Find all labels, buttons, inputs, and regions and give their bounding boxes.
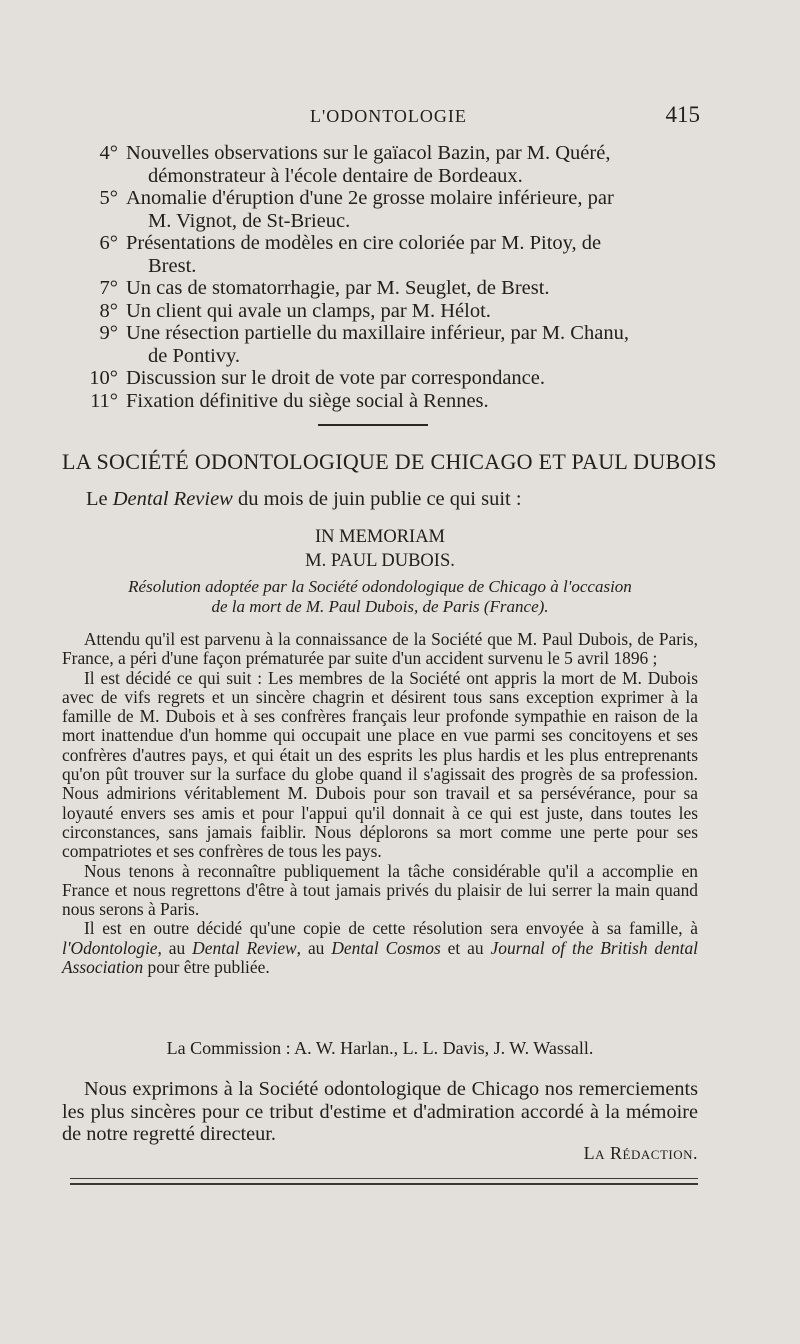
agenda-item xyxy=(62,300,698,323)
memoriam-name: M. PAUL DUBOIS. xyxy=(305,551,455,571)
journal-title: l'Odontologie xyxy=(62,937,158,958)
agenda-item xyxy=(62,390,698,413)
agenda-number: 8° xyxy=(99,299,118,322)
agenda-number: 6° xyxy=(99,232,118,254)
agenda-text: Nouvelles observations sur le gaïacol Bazin, par M. Quéré, xyxy=(126,142,611,164)
resolution-line: Résolution adoptée par la Société odondologique de Chicago à l'occasion xyxy=(128,577,632,596)
agenda-number: 5° xyxy=(99,187,118,209)
intro-rest: du mois de juin publie ce qui suit : xyxy=(232,488,522,510)
agenda-text: Présentations de modèles en cire coloriée par M. Pitoy, de xyxy=(126,232,602,254)
agenda-item xyxy=(62,367,698,390)
agenda-number: 7° xyxy=(99,277,118,299)
agenda-item xyxy=(62,187,698,232)
journal-title: Dental Review xyxy=(192,937,297,958)
section-divider xyxy=(318,424,428,426)
agenda-continuation: de Pontivy. xyxy=(148,344,241,367)
agenda-number: 11° xyxy=(90,389,118,412)
agenda-item xyxy=(62,322,698,367)
resolution-line: de la mort de M. Paul Dubois, de Paris (France). xyxy=(211,597,549,616)
memoriam-line: IN MEMORIAM xyxy=(314,527,445,547)
agenda-text: Une résection partielle du maxillaire inférieur, par M. Chanu, xyxy=(126,322,629,344)
agenda-text: Fixation définitive du siège social à Rennes. xyxy=(126,389,489,412)
paragraph: Nous exprimons à la Société odontologique de Chicago nos remerciements les plus sincères pour ce tribut d'estime et d'admiration accordé à la mémoire de notre regretté directeur. xyxy=(62,1078,698,1145)
commission-line: La Commission : A. W. Harlan., L. L. Davis, J. W. Wassall. xyxy=(166,1038,594,1058)
paragraph: Nous tenons à reconnaître publiquement la tâche considérable qu'il a accomplie en France et nous regrettons d'être à tout jamais privés du plaisir de lui serrer la main quand nous serons à Paris. xyxy=(62,860,698,920)
agenda-continuation: M. Vignot, de St-Brieuc. xyxy=(148,209,351,232)
agenda-item xyxy=(62,277,698,300)
journal-title: Journal of the British dental Association xyxy=(62,937,699,978)
paragraph: Attendu qu'il est parvenu à la connaissance de la Société que M. Paul Dubois, de Paris, France, a péri d'une façon prématurée par suite d'un accident survenu le 5 avril 1896 ; xyxy=(62,629,698,669)
journal-title: Dental Cosmos xyxy=(331,937,441,958)
agenda-list xyxy=(62,142,698,412)
agenda-number: 4° xyxy=(99,142,118,164)
agenda-text: Anomalie d'éruption d'une 2e grosse molaire inférieure, par xyxy=(126,187,614,209)
memoriam-heading xyxy=(62,525,698,573)
agenda-item xyxy=(62,142,698,187)
intro-paragraph xyxy=(62,488,698,511)
resolution-subtitle xyxy=(62,577,698,617)
agenda-continuation: démonstrateur à l'école dentaire de Bordeaux. xyxy=(148,164,523,187)
paragraph: Il est décidé ce qui suit : Les membres de la Société ont appris la mort de M. Dubois avec de vifs regrets et un sincère chagrin et désirent tous sans exception exprimer à la famille de M. Dubois et à ses confrères français leur profonde sympathie en raison de la mort inattendue d'un homme qui occupait une place en vue parmi ses concitoyens et ses confrères d'autres pays, et qui était un des esprits les plus hardis et les plus entreprenants qu'on pût trouver sur la surface du globe quand il s'agissait des progrès de sa profession. Nous admirions véritablement M. Dubois pour son travail et sa persévérance, pour sa loyauté envers ses amis et pour l'appui qu'il donnait à ce qui est juste, dans toutes les circonstances, sans jamais faiblir. Nous déplorons sa mort comme une perte pour ses compatriotes et ses confrères de tous les pays. xyxy=(62,667,698,862)
agenda-continuation: Brest. xyxy=(148,254,197,277)
paragraph: Il est en outre décidé qu'une copie de cette résolution sera envoyée à sa famille, à l'Odontologie, au Dental Review, au Dental Cosmos et au Journal of the British dental Association pour être publiée. xyxy=(62,918,699,978)
running-header xyxy=(62,100,700,138)
running-title: L'ODONTOLOGIE xyxy=(310,106,467,126)
end-rule xyxy=(70,1178,698,1185)
closing-paragraph xyxy=(62,1078,698,1146)
resolution-body xyxy=(62,630,698,977)
signature: La Rédaction. xyxy=(583,1143,698,1163)
page-number: 415 xyxy=(665,102,700,127)
journal-title: Dental Review xyxy=(112,488,233,510)
agenda-item xyxy=(62,232,698,277)
agenda-text: Discussion sur le droit de vote par correspondance. xyxy=(126,367,545,389)
agenda-text: Un cas de stomatorrhagie, par M. Seuglet, de Brest. xyxy=(126,277,550,299)
agenda-text: Un client qui avale un clamps, par M. Hélot. xyxy=(126,299,491,322)
section-title: LA SOCIÉTÉ ODONTOLOGIQUE DE CHICAGO ET PAUL DUBOIS xyxy=(62,449,717,474)
agenda-number: 10° xyxy=(89,367,118,389)
agenda-number: 9° xyxy=(99,322,118,344)
intro-lead: Le xyxy=(86,488,113,510)
